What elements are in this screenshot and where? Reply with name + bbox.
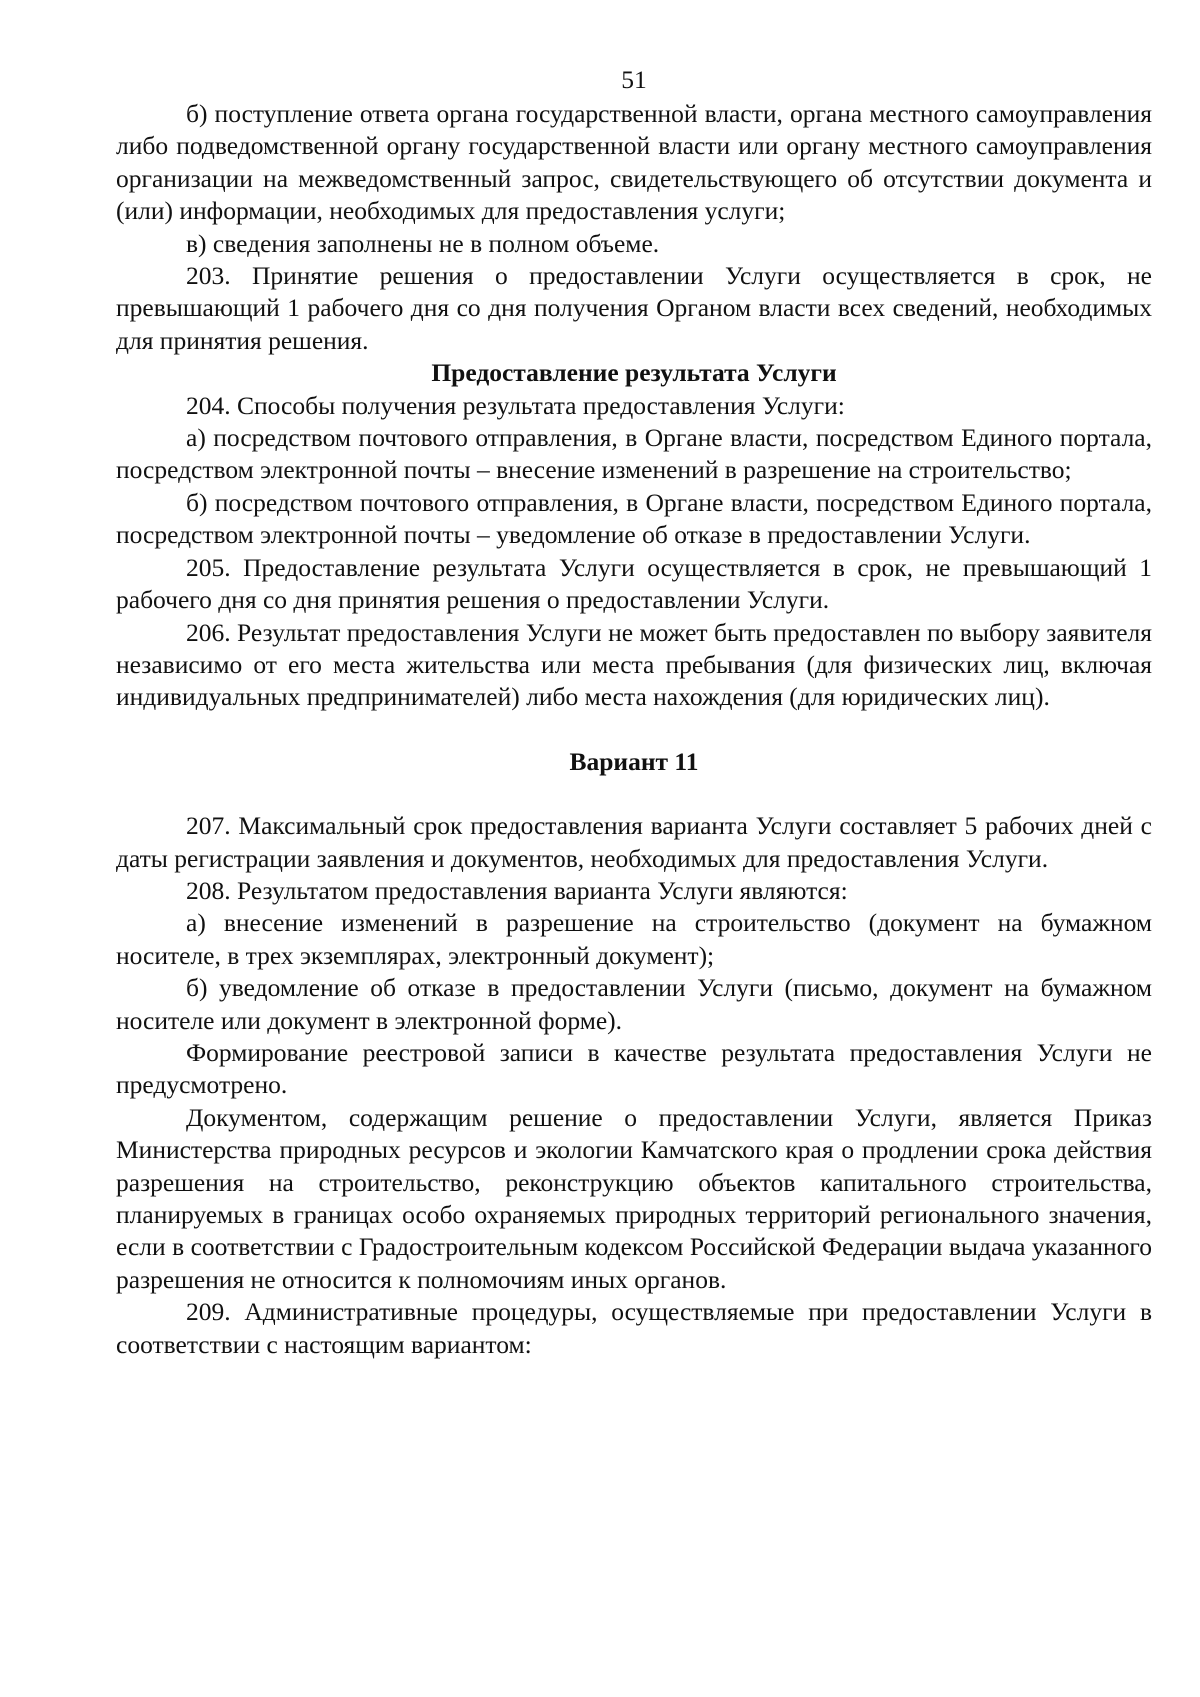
section-heading-result: Предоставление результата Услуги (431, 358, 837, 388)
paragraph-203: 203. Принятие решения о предоставлении Услуги осуществляется в срок, не превышающий 1 рабочего дня со дня получения Органом власти всех сведений, необходимых для принятия решения. (116, 261, 1152, 355)
paragraph-208-a: а) внесение изменений в разрешение на строительство (документ на бумажном носителе, в трех экземплярах, электронный документ); (116, 908, 1152, 970)
document-page (116, 62, 1152, 1361)
paragraph-b-response: б) поступление ответа органа государственной власти, органа местного самоуправления либо подведомственной органу государственной власти или органу местного самоуправления организации на межведомственный запрос, свидетельствующего об отсутствии документа и (или) информации, необходимых для предоставления услуги; (116, 99, 1152, 226)
paragraph-v-incomplete: в) сведения заполнены не в полном объеме. (186, 228, 660, 258)
paragraph-204-a: а) посредством почтового отправления, в Органе власти, посредством Единого портала, посредством электронной почты – внесение изменений в разрешение на строительство; (116, 423, 1152, 485)
paragraph-206: 206. Результат предоставления Услуги не может быть предоставлен по выбору заявителя независимо от его места жительства или места пребывания (для физических лиц, включая индивидуальных предпринимателей) либо места нахождения (для юридических лиц). (116, 617, 1152, 712)
paragraph-registry-record: Формирование реестровой записи в качестве результата предоставления Услуги не предусмотрено. (116, 1037, 1152, 1100)
paragraph-209: 209. Административные процедуры, осуществляемые при предоставлении Услуги в соответствии с настоящим вариантом: (116, 1297, 1152, 1359)
paragraph-204: 204. Способы получения результата предоставления Услуги: (186, 390, 845, 420)
paragraph-204-b: б) посредством почтового отправления, в Органе власти, посредством Единого портала, посредством электронной почты – уведомление об отказе в предоставлении Услуги. (116, 487, 1152, 550)
spacer (116, 714, 1152, 746)
paragraph-207: 207. Максимальный срок предоставления варианта Услуги составляет 5 рабочих дней с даты регистрации заявления и документов, необходимых для предоставления Услуги. (116, 811, 1152, 873)
paragraph-208: 208. Результатом предоставления варианта Услуги являются: (186, 875, 848, 905)
section-heading-variant: Вариант 11 (569, 746, 699, 776)
spacer (116, 778, 1152, 810)
page-number: 51 (621, 65, 647, 94)
paragraph-208-b: б) уведомление об отказе в предоставлении Услуги (письмо, документ на бумажном носителе или документ в электронной форме). (116, 973, 1152, 1035)
paragraph-205: 205. Предоставление результата Услуги осуществляется в срок, не превышающий 1 рабочего дня со дня принятия решения о предоставлении Услуги. (116, 552, 1152, 615)
paragraph-decision-document: Документом, содержащим решение о предоставлении Услуги, является Приказ Министерства природных ресурсов и экологии Камчатского края о продлении срока действия разрешения на строительство, реконструкцию объектов капитального строительства, планируемых в границах особо охраняемых природных территорий регионального значения, если в соответствии с Градостроительным кодексом Российской Федерации выдача указанного разрешения не относится к полномочиям иных органов. (116, 1102, 1152, 1294)
